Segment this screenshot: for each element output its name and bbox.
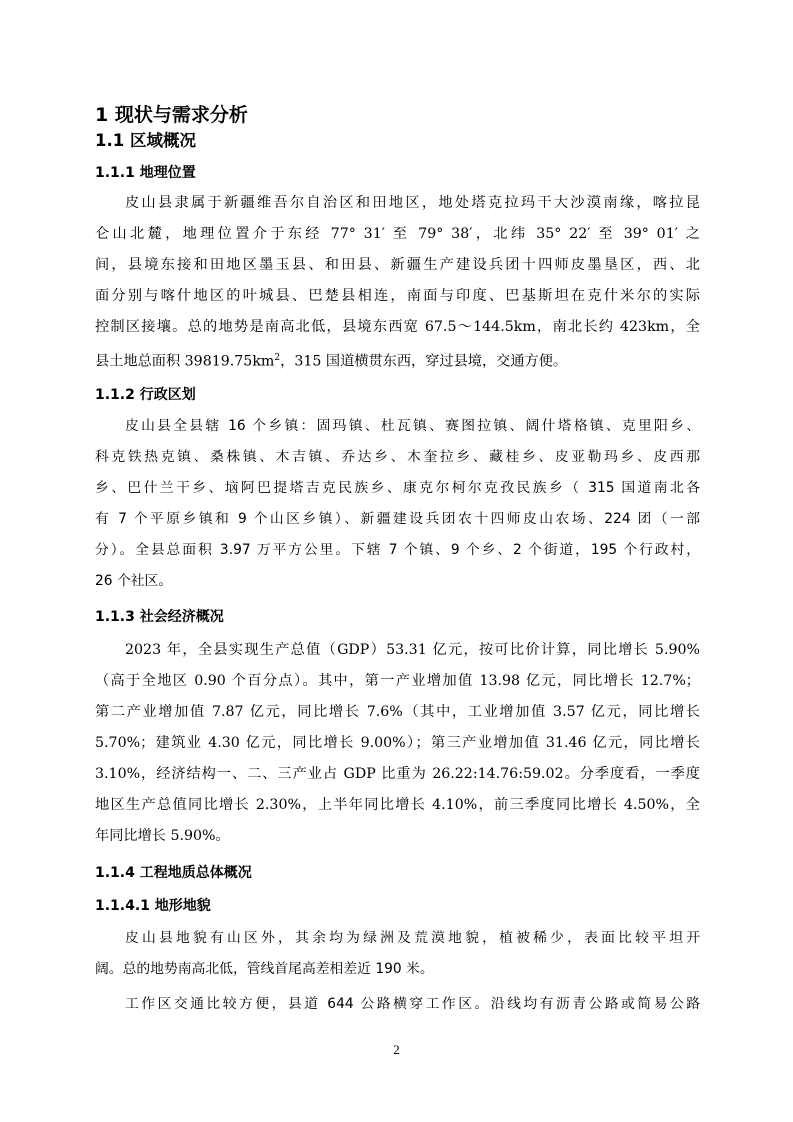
paragraph-line: 阔。总的地势南高北低，管线首尾高差相差近 190 米。 xyxy=(95,961,434,977)
text-run: ，315 国道横贯东西，穿过县境，交通方便。 xyxy=(280,353,568,370)
subsection-heading-geology: 1.1.4 工程地质总体概况 xyxy=(95,865,252,881)
paragraph-line: 控制区接壤。总的地势是南高北低，县境东西宽 67.5～144.5km，南北长约 423km，全 xyxy=(95,319,700,335)
section-heading: 1.1 区域概况 xyxy=(95,131,196,150)
text-run: 县土地总面积 39819.75km xyxy=(95,353,275,370)
paragraph-traffic xyxy=(95,989,700,1020)
paragraph-economy xyxy=(95,635,700,852)
paragraph-line: 地区生产总值同比增长 2.30%，上半年同比增长 4.10%，前三季度同比增长 4.50%，全 xyxy=(95,797,700,813)
paragraph-line: 皮山县隶属于新疆维吾尔自治区和田地区，地处塔克拉玛干大沙漠南缘，喀拉昆 xyxy=(125,195,700,211)
paragraph-line: 5.70%；建筑业 4.30 亿元，同比增长 9.00%）；第三产业增加值 31.46 亿元，同比增长 xyxy=(95,735,700,751)
paragraph-line: 年同比增长 5.90%。 xyxy=(95,828,230,844)
paragraph-line: 第二产业增加值 7.87 亿元，同比增长 7.6%（其中，工业增加值 3.57 亿元，同比增长 xyxy=(95,704,700,720)
subsection-heading-economy: 1.1.3 社会经济概况 xyxy=(95,609,224,625)
paragraph-admin xyxy=(95,411,700,597)
paragraph-line: 皮山县地貌有山区外，其余均为绿洲及荒漠地貌，植被稀少，表面比较平坦开 xyxy=(125,930,700,946)
chapter-heading: 1 现状与需求分析 xyxy=(95,104,248,126)
subsection-heading-admin: 1.1.2 行政区划 xyxy=(95,387,196,403)
paragraph-line xyxy=(95,343,700,374)
paragraph-line: 分）。全县总面积 3.97 万平方公里。下辖 7 个镇、9 个乡、2 个街道，195 个行政村， xyxy=(95,542,700,558)
superscript: 2 xyxy=(274,353,281,363)
paragraph-line: 有 7 个平原乡镇和 9 个山区乡镇）、新疆建设兵团农十四师皮山农场、224 团（一部 xyxy=(95,511,700,527)
paragraph-line: 间，县境东接和田地区墨玉县、和田县、新疆生产建设兵团十四师皮墨垦区，西、北 xyxy=(95,257,700,273)
page-number: 2 xyxy=(393,1042,400,1057)
paragraph-line: 26 个社区。 xyxy=(95,573,173,589)
paragraph-line: 3.10%，经济结构一、二、三产业占 GDP 比重为 26.22:14.76:59.02。分季度看，一季度 xyxy=(95,766,700,782)
paragraph-line: （高于全地区 0.90 个百分点）。其中，第一产业增加值 13.98 亿元，同比增长 12.7%； xyxy=(95,673,700,689)
paragraph-location xyxy=(95,188,700,374)
paragraph-line: 科克铁热克镇、桑株镇、木吉镇、乔达乡、木奎拉乡、藏桂乡、皮亚勒玛乡、皮西那 xyxy=(95,449,700,465)
paragraph-line: 面分别与喀什地区的叶城县、巴楚县相连，南面与印度、巴基斯坦在克什米尔的实际 xyxy=(95,288,700,304)
paragraph-line: 2023 年，全县实现生产总值（GDP）53.31 亿元，按可比价计算，同比增长 5.90% xyxy=(125,642,700,658)
subsection-heading-location: 1.1.1 地理位置 xyxy=(95,165,196,181)
paragraph-line: 工作区交通比较方便，县道 644 公路横穿工作区。沿线均有沥青公路或简易公路 xyxy=(125,996,700,1012)
subsection-heading-terrain: 1.1.4.1 地形地貌 xyxy=(95,898,211,914)
paragraph-terrain xyxy=(95,923,700,985)
paragraph-line: 皮山县全县辖 16 个乡镇：固玛镇、杜瓦镇、赛图拉镇、阔什塔格镇、克里阳乡、 xyxy=(125,418,700,434)
paragraph-line: 乡、巴什兰干乡、垴阿巴提塔吉克民族乡、康克尔柯尔克孜民族乡（ 315 国道南北各 xyxy=(95,480,700,496)
paragraph-line: 仑山北麓，地理位置介于东经 77° 31′ 至 79° 38′，北纬 35° 22′ 至 39° 01′ 之 xyxy=(95,226,700,242)
